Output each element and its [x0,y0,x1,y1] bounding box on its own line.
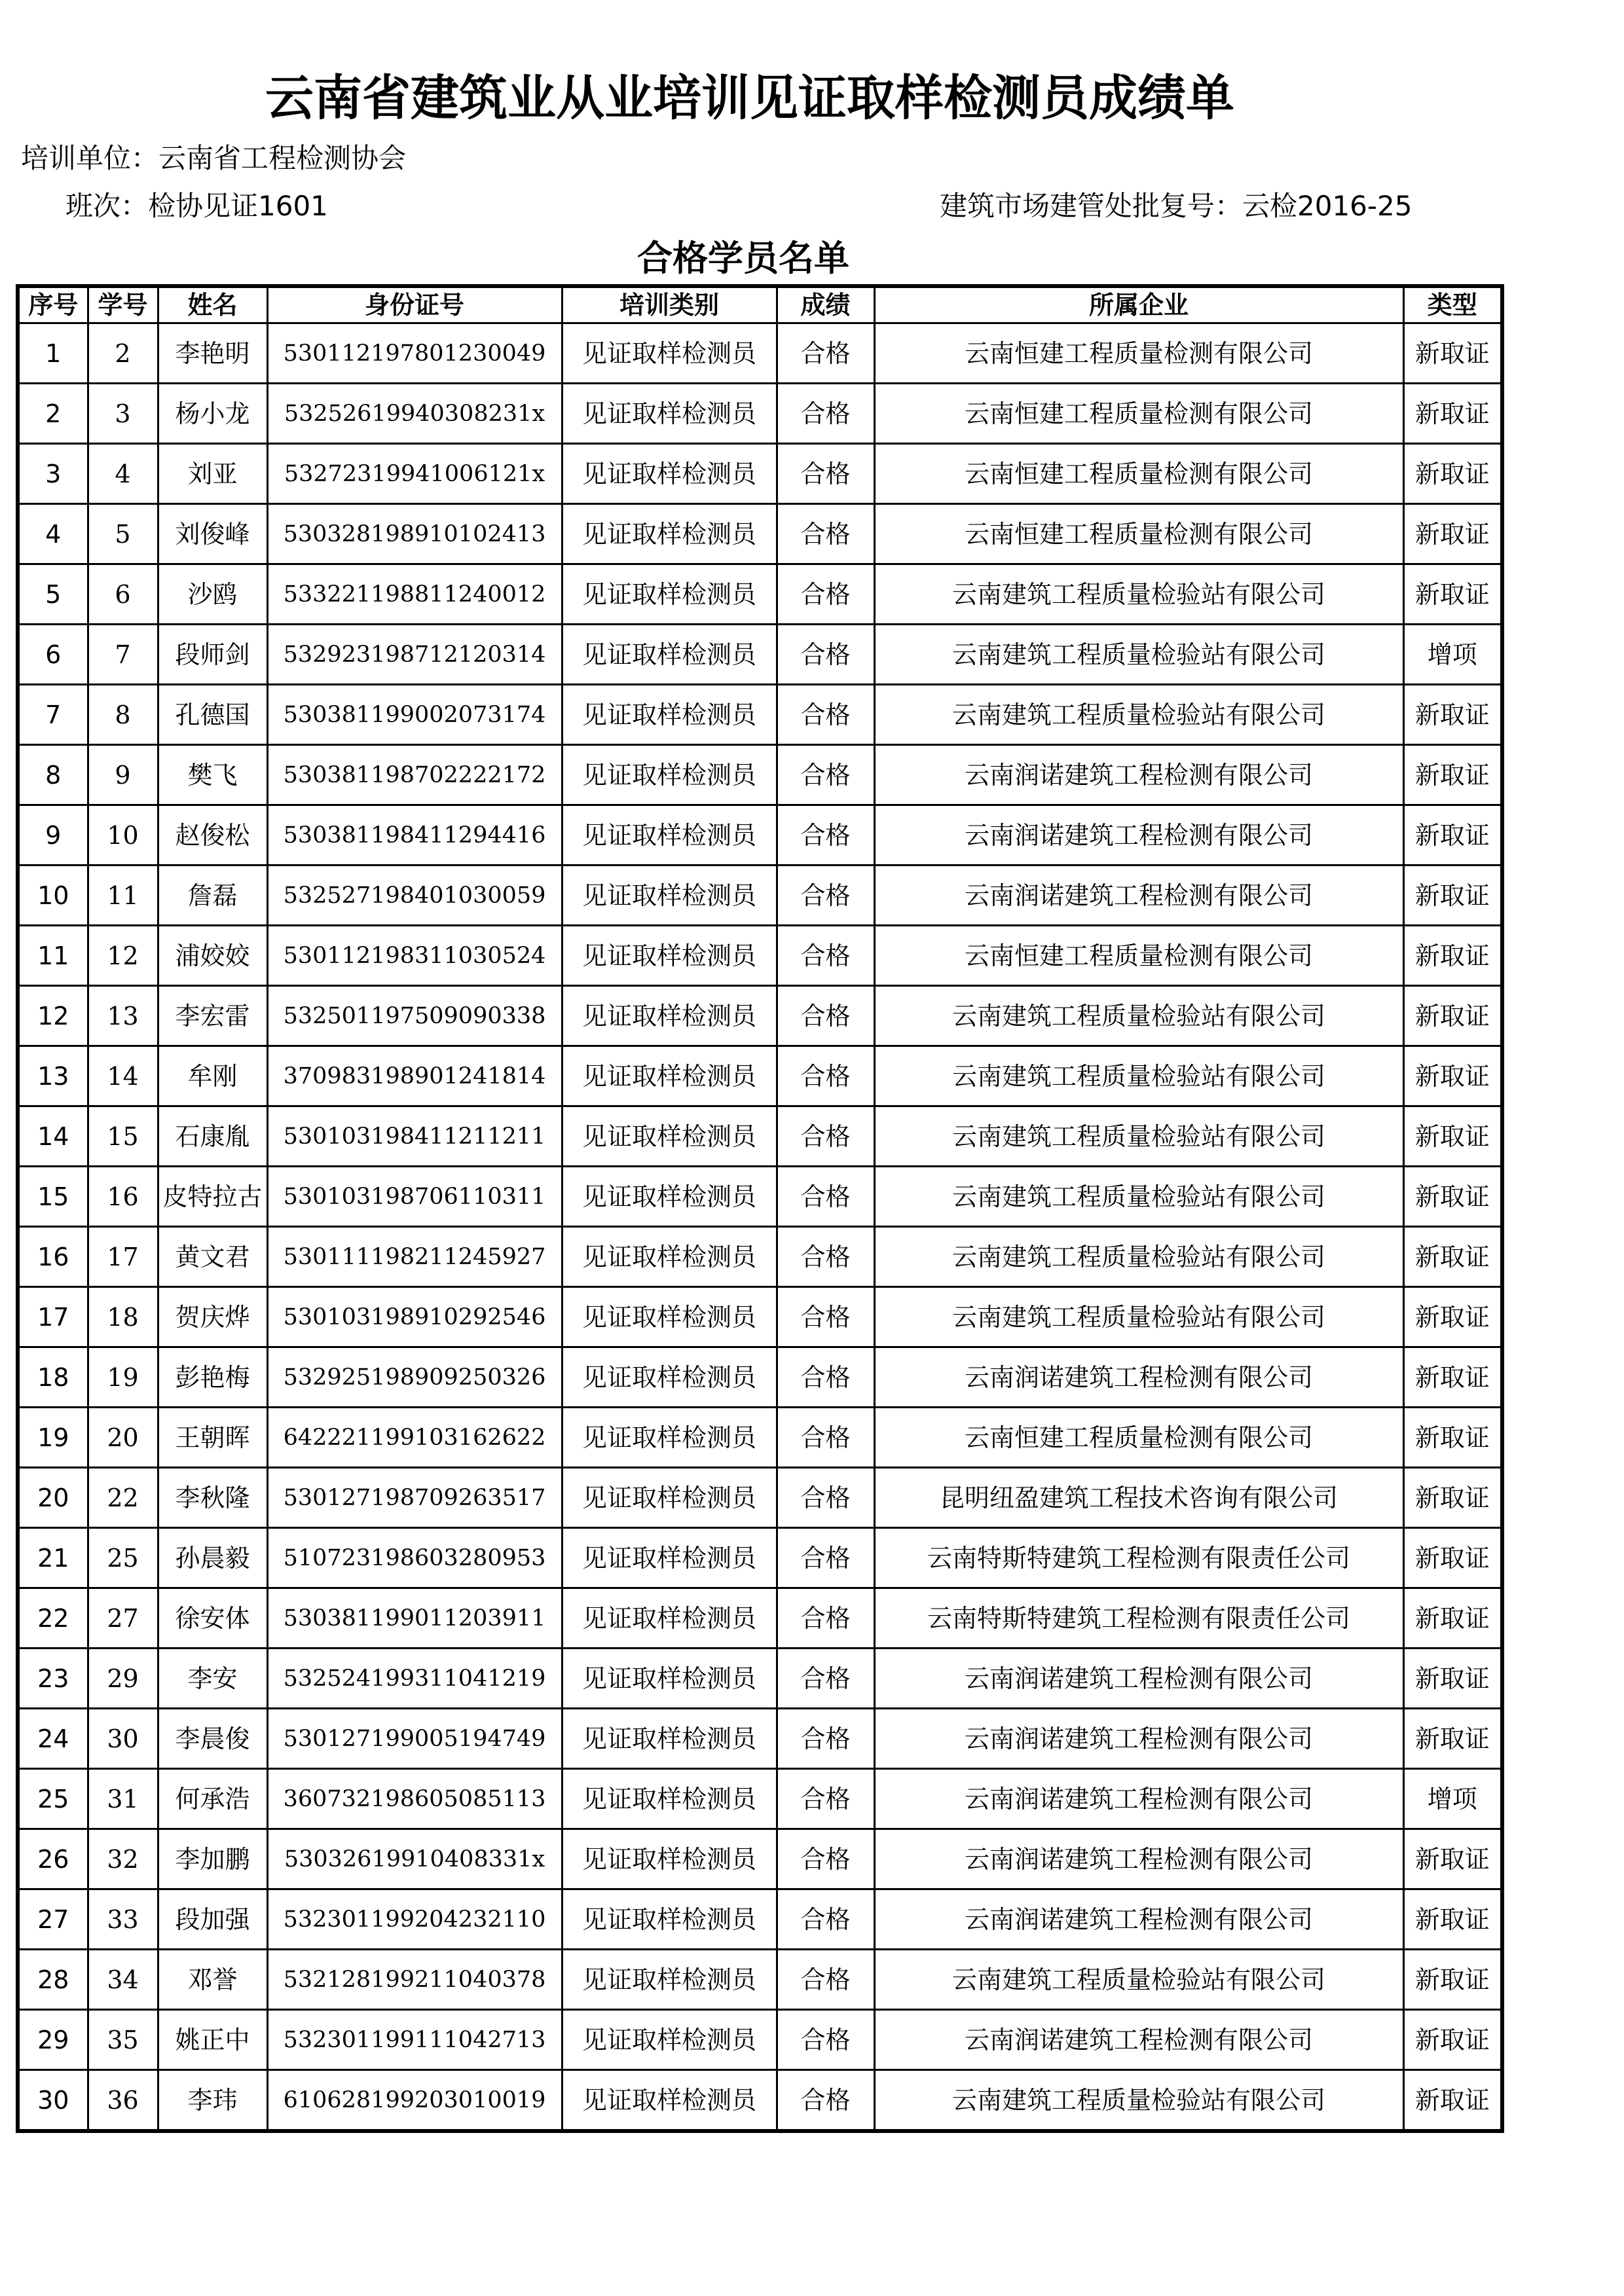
cell-seq: 12 [18,986,88,1046]
cell-result: 合格 [777,1950,874,2010]
cell-id-number: 530328198910102413 [267,504,562,564]
table-row [18,1468,1502,1528]
cell-student-no: 3 [88,384,158,444]
cell-result: 合格 [777,1347,874,1408]
cell-seq: 4 [18,504,88,564]
cell-result: 合格 [777,1287,874,1347]
cell-result: 合格 [777,866,874,926]
cell-student-no: 29 [88,1649,158,1709]
cell-type: 新取证 [1403,1829,1502,1889]
cell-training-category: 见证取样检测员 [562,564,777,625]
cell-result: 合格 [777,1046,874,1106]
cell-company: 云南润诺建筑工程检测有限公司 [874,805,1403,866]
cell-training-category: 见证取样检测员 [562,1468,777,1528]
table-row [18,444,1502,504]
cell-training-category: 见证取样检测员 [562,1167,777,1227]
cell-id-number: 530127199005194749 [267,1709,562,1769]
cell-id-number: 533221198811240012 [267,564,562,625]
table-row [18,805,1502,866]
cell-seq: 17 [18,1287,88,1347]
cell-type: 新取证 [1403,564,1502,625]
cell-result: 合格 [777,504,874,564]
cell-training-category: 见证取样检测员 [562,745,777,805]
cell-seq: 28 [18,1950,88,2010]
cell-seq: 18 [18,1347,88,1408]
cell-student-no: 17 [88,1227,158,1287]
cell-student-no: 10 [88,805,158,866]
cell-name: 贺庆烨 [158,1287,267,1347]
cell-type: 新取证 [1403,2070,1502,2132]
cell-result: 合格 [777,805,874,866]
cell-training-category: 见证取样检测员 [562,1347,777,1408]
cell-company: 云南恒建工程质量检测有限公司 [874,504,1403,564]
cell-company: 云南建筑工程质量检验站有限公司 [874,986,1403,1046]
cell-result: 合格 [777,323,874,384]
cell-student-no: 13 [88,986,158,1046]
cell-type: 新取证 [1403,1709,1502,1769]
cell-id-number: 610628199203010019 [267,2070,562,2132]
header-student-no: 学号 [88,286,158,323]
cell-training-category: 见证取样检测员 [562,1829,777,1889]
table-row [18,1528,1502,1588]
cell-type: 新取证 [1403,504,1502,564]
cell-result: 合格 [777,625,874,685]
cell-company: 云南特斯特建筑工程检测有限责任公司 [874,1588,1403,1649]
cell-student-no: 8 [88,685,158,745]
header-id-number: 身份证号 [267,286,562,323]
cell-student-no: 31 [88,1769,158,1829]
cell-seq: 22 [18,1588,88,1649]
cell-company: 云南建筑工程质量检验站有限公司 [874,564,1403,625]
cell-result: 合格 [777,1227,874,1287]
table-row [18,2010,1502,2070]
table-row [18,685,1502,745]
cell-seq: 19 [18,1408,88,1468]
table-row [18,1408,1502,1468]
cell-name: 李加鹏 [158,1829,267,1889]
cell-student-no: 2 [88,323,158,384]
cell-seq: 29 [18,2010,88,2070]
table-row [18,1889,1502,1950]
cell-student-no: 19 [88,1347,158,1408]
table-row [18,1046,1502,1106]
cell-student-no: 9 [88,745,158,805]
cell-name: 孙晨毅 [158,1528,267,1588]
cell-seq: 25 [18,1769,88,1829]
cell-seq: 27 [18,1889,88,1950]
cell-name: 李安 [158,1649,267,1709]
table-row [18,1167,1502,1227]
cell-seq: 21 [18,1528,88,1588]
cell-company: 云南恒建工程质量检测有限公司 [874,926,1403,986]
cell-company: 云南建筑工程质量检验站有限公司 [874,625,1403,685]
cell-id-number: 530112197801230049 [267,323,562,384]
cell-result: 合格 [777,2010,874,2070]
cell-company: 云南特斯特建筑工程检测有限责任公司 [874,1528,1403,1588]
cell-training-category: 见证取样检测员 [562,685,777,745]
cell-name: 何承浩 [158,1769,267,1829]
cell-student-no: 6 [88,564,158,625]
cell-type: 新取证 [1403,1950,1502,2010]
cell-id-number: 532501197509090338 [267,986,562,1046]
cell-training-category: 见证取样检测员 [562,1227,777,1287]
cell-name: 樊飞 [158,745,267,805]
cell-training-category: 见证取样检测员 [562,1889,777,1950]
table-row [18,1588,1502,1649]
cell-training-category: 见证取样检测员 [562,1649,777,1709]
cell-training-category: 见证取样检测员 [562,1769,777,1829]
cell-company: 云南建筑工程质量检验站有限公司 [874,1046,1403,1106]
cell-id-number: 532527198401030059 [267,866,562,926]
header-seq: 序号 [18,286,88,323]
cell-type: 增项 [1403,1769,1502,1829]
cell-name: 石康胤 [158,1106,267,1167]
cell-id-number: 532301199204232110 [267,1889,562,1950]
cell-result: 合格 [777,384,874,444]
cell-training-category: 见证取样检测员 [562,2070,777,2132]
cell-seq: 11 [18,926,88,986]
cell-name: 李秋隆 [158,1468,267,1528]
cell-type: 新取证 [1403,685,1502,745]
cell-company: 云南润诺建筑工程检测有限公司 [874,2010,1403,2070]
cell-result: 合格 [777,926,874,986]
cell-name: 彭艳梅 [158,1347,267,1408]
cell-name: 杨小龙 [158,384,267,444]
cell-student-no: 22 [88,1468,158,1528]
cell-result: 合格 [777,1649,874,1709]
cell-result: 合格 [777,745,874,805]
table-row [18,986,1502,1046]
table-row [18,1950,1502,2010]
cell-seq: 1 [18,323,88,384]
cell-student-no: 15 [88,1106,158,1167]
cell-result: 合格 [777,1588,874,1649]
cell-company: 云南建筑工程质量检验站有限公司 [874,1227,1403,1287]
cell-id-number: 510723198603280953 [267,1528,562,1588]
cell-company: 云南润诺建筑工程检测有限公司 [874,866,1403,926]
cell-company: 云南建筑工程质量检验站有限公司 [874,1287,1403,1347]
cell-seq: 10 [18,866,88,926]
cell-training-category: 见证取样检测员 [562,986,777,1046]
cell-student-no: 18 [88,1287,158,1347]
cell-name: 段师剑 [158,625,267,685]
table-row [18,926,1502,986]
cell-result: 合格 [777,685,874,745]
cell-type: 新取证 [1403,1468,1502,1528]
approval-number: 建筑市场建管处批复号：云检2016-25 [940,190,1412,222]
training-unit: 培训单位：云南省工程检测协会 [21,142,407,174]
cell-name: 李艳明 [158,323,267,384]
cell-name: 王朝晖 [158,1408,267,1468]
cell-company: 云南恒建工程质量检测有限公司 [874,1408,1403,1468]
table-row [18,866,1502,926]
header-company: 所属企业 [874,286,1403,323]
cell-id-number: 53272319941006121x [267,444,562,504]
cell-company: 云南润诺建筑工程检测有限公司 [874,1649,1403,1709]
cell-training-category: 见证取样检测员 [562,1408,777,1468]
cell-type: 新取证 [1403,866,1502,926]
cell-seq: 26 [18,1829,88,1889]
cell-training-category: 见证取样检测员 [562,625,777,685]
header-name: 姓名 [158,286,267,323]
cell-company: 云南润诺建筑工程检测有限公司 [874,1829,1403,1889]
cell-company: 云南润诺建筑工程检测有限公司 [874,1347,1403,1408]
cell-training-category: 见证取样检测员 [562,384,777,444]
cell-training-category: 见证取样检测员 [562,805,777,866]
cell-id-number: 530381199011203911 [267,1588,562,1649]
cell-type: 新取证 [1403,1227,1502,1287]
cell-company: 云南润诺建筑工程检测有限公司 [874,745,1403,805]
table-row [18,1649,1502,1709]
cell-id-number: 53032619910408331x [267,1829,562,1889]
table-row [18,1287,1502,1347]
cell-type: 新取证 [1403,1408,1502,1468]
cell-student-no: 12 [88,926,158,986]
cell-name: 徐安体 [158,1588,267,1649]
cell-student-no: 20 [88,1408,158,1468]
cell-company: 昆明纽盈建筑工程技术咨询有限公司 [874,1468,1403,1528]
cell-training-category: 见证取样检测员 [562,1528,777,1588]
table-row [18,2070,1502,2132]
cell-training-category: 见证取样检测员 [562,1287,777,1347]
cell-seq: 30 [18,2070,88,2132]
table-row [18,564,1502,625]
cell-id-number: 360732198605085113 [267,1769,562,1829]
cell-result: 合格 [777,1889,874,1950]
cell-student-no: 36 [88,2070,158,2132]
cell-seq: 2 [18,384,88,444]
header-row [18,286,1502,323]
table-row [18,1829,1502,1889]
cell-name: 李宏雷 [158,986,267,1046]
cell-id-number: 530381199002073174 [267,685,562,745]
cell-student-no: 35 [88,2010,158,2070]
cell-result: 合格 [777,986,874,1046]
cell-company: 云南建筑工程质量检验站有限公司 [874,1106,1403,1167]
cell-student-no: 14 [88,1046,158,1106]
cell-id-number: 530103198910292546 [267,1287,562,1347]
cell-student-no: 11 [88,866,158,926]
cell-seq: 16 [18,1227,88,1287]
cell-training-category: 见证取样检测员 [562,1106,777,1167]
cell-id-number: 370983198901241814 [267,1046,562,1106]
cell-type: 新取证 [1403,1889,1502,1950]
cell-seq: 20 [18,1468,88,1528]
cell-student-no: 27 [88,1588,158,1649]
cell-type: 新取证 [1403,1046,1502,1106]
cell-company: 云南建筑工程质量检验站有限公司 [874,685,1403,745]
cell-name: 孔德国 [158,685,267,745]
cell-training-category: 见证取样检测员 [562,926,777,986]
cell-name: 皮特拉古 [158,1167,267,1227]
cell-name: 赵俊松 [158,805,267,866]
table-row [18,1769,1502,1829]
cell-training-category: 见证取样检测员 [562,444,777,504]
cell-id-number: 530112198311030524 [267,926,562,986]
cell-result: 合格 [777,1769,874,1829]
cell-company: 云南建筑工程质量检验站有限公司 [874,1950,1403,2010]
cell-result: 合格 [777,2070,874,2132]
header-training-category: 培训类别 [562,286,777,323]
cell-type: 新取证 [1403,1347,1502,1408]
cell-seq: 23 [18,1649,88,1709]
table-row [18,625,1502,685]
cell-result: 合格 [777,1167,874,1227]
cell-seq: 24 [18,1709,88,1769]
cell-seq: 9 [18,805,88,866]
cell-company: 云南恒建工程质量检测有限公司 [874,323,1403,384]
cell-company: 云南建筑工程质量检验站有限公司 [874,2070,1403,2132]
cell-result: 合格 [777,444,874,504]
cell-type: 新取证 [1403,805,1502,866]
cell-name: 浦姣姣 [158,926,267,986]
cell-id-number: 532301199111042713 [267,2010,562,2070]
cell-name: 刘亚 [158,444,267,504]
cell-seq: 15 [18,1167,88,1227]
cell-company: 云南润诺建筑工程检测有限公司 [874,1889,1403,1950]
cell-id-number: 642221199103162622 [267,1408,562,1468]
cell-student-no: 25 [88,1528,158,1588]
class-info: 班次：检协见证1601 [65,190,328,222]
cell-id-number: 530127198709263517 [267,1468,562,1528]
cell-name: 牟刚 [158,1046,267,1106]
cell-training-category: 见证取样检测员 [562,1950,777,2010]
cell-student-no: 30 [88,1709,158,1769]
table-row [18,745,1502,805]
cell-student-no: 34 [88,1950,158,2010]
cell-name: 李晨俊 [158,1709,267,1769]
cell-name: 邓誉 [158,1950,267,2010]
cell-company: 云南润诺建筑工程检测有限公司 [874,1769,1403,1829]
cell-type: 新取证 [1403,384,1502,444]
cell-id-number: 53252619940308231x [267,384,562,444]
cell-id-number: 532923198712120314 [267,625,562,685]
cell-student-no: 5 [88,504,158,564]
cell-seq: 5 [18,564,88,625]
header-type: 类型 [1403,286,1502,323]
table-row [18,504,1502,564]
document-title: 云南省建筑业从业培训见证取样检测员成绩单 [265,70,1234,126]
cell-id-number: 530111198211245927 [267,1227,562,1287]
cell-result: 合格 [777,1709,874,1769]
cell-type: 新取证 [1403,1287,1502,1347]
cell-training-category: 见证取样检测员 [562,323,777,384]
cell-result: 合格 [777,1528,874,1588]
cell-type: 增项 [1403,625,1502,685]
cell-student-no: 4 [88,444,158,504]
cell-seq: 8 [18,745,88,805]
cell-type: 新取证 [1403,1106,1502,1167]
roster-body [18,323,1502,2132]
cell-name: 沙鸥 [158,564,267,625]
cell-type: 新取证 [1403,926,1502,986]
cell-name: 詹磊 [158,866,267,926]
cell-type: 新取证 [1403,986,1502,1046]
table-row [18,1227,1502,1287]
cell-company: 云南恒建工程质量检测有限公司 [874,384,1403,444]
cell-training-category: 见证取样检测员 [562,1046,777,1106]
cell-type: 新取证 [1403,444,1502,504]
cell-company: 云南润诺建筑工程检测有限公司 [874,1709,1403,1769]
cell-id-number: 530103198706110311 [267,1167,562,1227]
cell-name: 姚正中 [158,2010,267,2070]
cell-type: 新取证 [1403,1588,1502,1649]
list-title: 合格学员名单 [637,238,849,279]
cell-type: 新取证 [1403,1649,1502,1709]
table-row [18,1709,1502,1769]
cell-seq: 13 [18,1046,88,1106]
table-row [18,1347,1502,1408]
cell-result: 合格 [777,564,874,625]
cell-company: 云南建筑工程质量检验站有限公司 [874,1167,1403,1227]
cell-type: 新取证 [1403,1167,1502,1227]
cell-name: 刘俊峰 [158,504,267,564]
header-result: 成绩 [777,286,874,323]
cell-type: 新取证 [1403,2010,1502,2070]
cell-training-category: 见证取样检测员 [562,2010,777,2070]
cell-company: 云南恒建工程质量检测有限公司 [874,444,1403,504]
cell-id-number: 530381198411294416 [267,805,562,866]
cell-id-number: 530103198411211211 [267,1106,562,1167]
cell-type: 新取证 [1403,745,1502,805]
cell-id-number: 532128199211040378 [267,1950,562,2010]
cell-student-no: 7 [88,625,158,685]
cell-training-category: 见证取样检测员 [562,1588,777,1649]
roster-table [16,284,1504,2133]
cell-name: 李玮 [158,2070,267,2132]
cell-result: 合格 [777,1468,874,1528]
cell-name: 段加强 [158,1889,267,1950]
cell-student-no: 33 [88,1889,158,1950]
cell-id-number: 532925198909250326 [267,1347,562,1408]
cell-student-no: 16 [88,1167,158,1227]
cell-result: 合格 [777,1408,874,1468]
cell-type: 新取证 [1403,1528,1502,1588]
cell-training-category: 见证取样检测员 [562,1709,777,1769]
table-row [18,384,1502,444]
cell-type: 新取证 [1403,323,1502,384]
table-row [18,1106,1502,1167]
cell-student-no: 32 [88,1829,158,1889]
cell-seq: 6 [18,625,88,685]
cell-name: 黄文君 [158,1227,267,1287]
cell-id-number: 532524199311041219 [267,1649,562,1709]
cell-training-category: 见证取样检测员 [562,504,777,564]
cell-result: 合格 [777,1106,874,1167]
cell-seq: 14 [18,1106,88,1167]
cell-training-category: 见证取样检测员 [562,866,777,926]
cell-result: 合格 [777,1829,874,1889]
cell-seq: 7 [18,685,88,745]
cell-id-number: 530381198702222172 [267,745,562,805]
table-row [18,323,1502,384]
cell-seq: 3 [18,444,88,504]
